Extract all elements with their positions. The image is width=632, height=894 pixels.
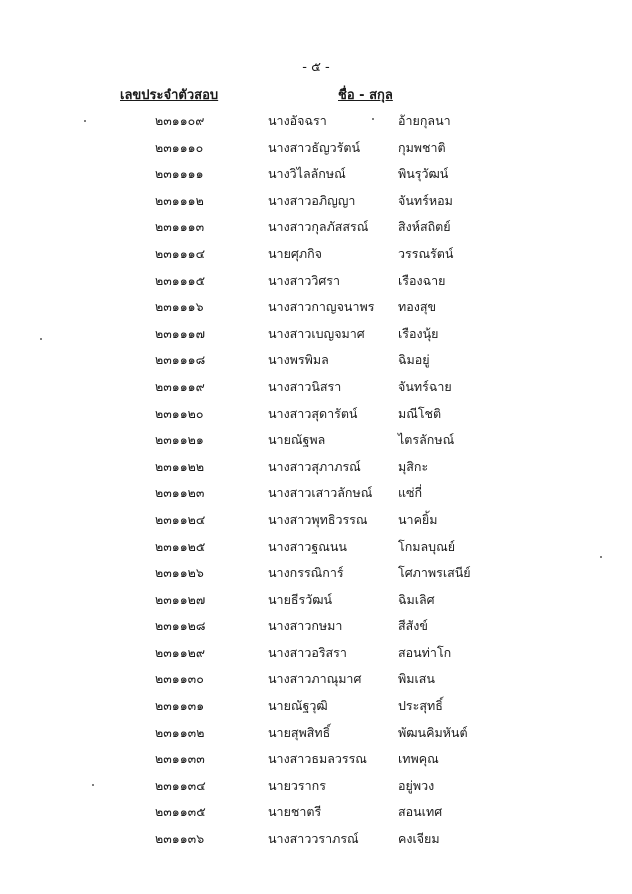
exam-id: ๒๓๑๑๒๕ bbox=[155, 538, 206, 554]
exam-id: ๒๓๑๑๑๘ bbox=[155, 352, 206, 368]
last-name: ทองสุข bbox=[398, 299, 437, 315]
exam-id: ๒๓๑๑๓๕ bbox=[155, 804, 206, 820]
last-name: ฉิมอยู่ bbox=[398, 352, 430, 368]
first-name: นางพรพิมล bbox=[268, 352, 329, 368]
table-row bbox=[0, 669, 632, 696]
exam-id: ๒๓๑๑๒๐ bbox=[155, 405, 204, 421]
exam-id: ๒๓๑๑๑๒ bbox=[155, 192, 204, 208]
first-name: นายธีรวัฒน์ bbox=[268, 591, 333, 607]
last-name: ฉิมเลิศ bbox=[398, 591, 435, 607]
last-name: สีสังข์ bbox=[398, 618, 428, 634]
last-name: จันทร์ฉาย bbox=[398, 378, 452, 394]
table-row bbox=[0, 297, 632, 324]
last-name: คงเจียม bbox=[398, 831, 440, 847]
table-row bbox=[0, 643, 632, 670]
table-row bbox=[0, 749, 632, 776]
exam-id: ๒๓๑๑๑๐ bbox=[155, 139, 204, 155]
last-name: พิมเสน bbox=[398, 671, 435, 687]
table-row bbox=[0, 217, 632, 244]
exam-id: ๒๓๑๑๒๒ bbox=[155, 458, 205, 474]
last-name: พินรุวัฒน์ bbox=[398, 166, 449, 182]
table-row bbox=[0, 350, 632, 377]
table-row bbox=[0, 829, 632, 856]
first-name: นางสาววราภรณ์ bbox=[268, 831, 359, 847]
table-row bbox=[0, 244, 632, 271]
table-row bbox=[0, 590, 632, 617]
exam-id: ๒๓๑๑๑๓ bbox=[155, 219, 205, 235]
table-row bbox=[0, 111, 632, 138]
first-name: นางสาวภาณุมาศ bbox=[268, 671, 362, 687]
first-name: นางสาวอภิญญา bbox=[268, 192, 356, 208]
table-row bbox=[0, 802, 632, 829]
first-name: นางสาวเบญจมาศ bbox=[268, 325, 365, 341]
last-name: ประสุทธิ์ bbox=[398, 698, 443, 714]
table-row bbox=[0, 324, 632, 351]
table-row bbox=[0, 377, 632, 404]
page-number: - ๕ - bbox=[302, 60, 330, 75]
first-name: นางวิไลลักษณ์ bbox=[268, 166, 346, 182]
last-name: กุมพชาติ bbox=[398, 139, 446, 155]
exam-id: ๒๓๑๑๓๑ bbox=[155, 698, 205, 714]
last-name: จันทร์หอม bbox=[398, 192, 453, 208]
last-name: โกมลบุณย์ bbox=[398, 538, 456, 554]
table-row bbox=[0, 191, 632, 218]
exam-id: ๒๓๑๑๒๑ bbox=[155, 432, 204, 448]
first-name: นายสุพสิทธิ์ bbox=[268, 724, 331, 740]
first-name: นางสาวสุภาภรณ์ bbox=[268, 458, 361, 474]
table-row bbox=[0, 404, 632, 431]
last-name: ไตรลักษณ์ bbox=[398, 432, 455, 448]
table-row bbox=[0, 723, 632, 750]
table-row bbox=[0, 510, 632, 537]
exam-id: ๒๓๑๑๑๑ bbox=[155, 166, 204, 182]
table-row bbox=[0, 616, 632, 643]
last-name: เรืองฉาย bbox=[398, 272, 446, 288]
header-exam-id: เลขประจำตัวสอบ bbox=[120, 88, 219, 103]
table-row bbox=[0, 457, 632, 484]
table-row bbox=[0, 776, 632, 803]
exam-id: ๒๓๑๑๑๔ bbox=[155, 245, 206, 261]
last-name: มุสิกะ bbox=[398, 458, 429, 474]
last-name: อยู่พวง bbox=[398, 777, 435, 793]
exam-id: ๒๓๑๑๒๗ bbox=[155, 591, 206, 607]
table-row bbox=[0, 430, 632, 457]
last-name: เทพคุณ bbox=[398, 751, 439, 767]
first-name: นางสาวกาญจนาพร bbox=[268, 299, 375, 315]
first-name: นายชาตรี bbox=[268, 804, 322, 820]
first-name: นางอัจฉรา bbox=[268, 113, 327, 128]
exam-id: ๒๓๑๑๓๒ bbox=[155, 724, 205, 740]
last-name: พัฒนคิมหันต์ bbox=[398, 724, 468, 740]
first-name: นางสาวกษมา bbox=[268, 618, 343, 634]
first-name: นางสาวพุทธิวรรณ bbox=[268, 511, 368, 527]
exam-id: ๒๓๑๑๒๓ bbox=[155, 485, 205, 501]
table-row bbox=[0, 563, 632, 590]
first-name: นางสาวกุลภัสสรณ์ bbox=[268, 219, 369, 235]
first-name: นายศุภกิจ bbox=[268, 245, 322, 261]
exam-id: ๒๓๑๑๓๔ bbox=[155, 777, 206, 793]
first-name: นางสาวนิสรา bbox=[268, 378, 342, 394]
table-row bbox=[0, 696, 632, 723]
exam-id: ๒๓๑๑๑๗ bbox=[155, 325, 205, 341]
last-name: เรืองนุ้ย bbox=[398, 325, 439, 341]
table-row bbox=[0, 138, 632, 165]
first-name: นางสาวธมลวรรณ bbox=[268, 751, 367, 767]
exam-id: ๒๓๑๑๑๖ bbox=[155, 299, 204, 315]
last-name: สอนเทศ bbox=[398, 804, 443, 820]
exam-id: ๒๓๑๑๑๙ bbox=[155, 378, 205, 394]
header-full-name: ชื่อ - สกุล bbox=[338, 88, 393, 103]
table-row bbox=[0, 537, 632, 564]
table-row bbox=[0, 164, 632, 191]
first-name: นายณัฐวุฒิ bbox=[268, 698, 328, 714]
first-name: นางสาววิศรา bbox=[268, 272, 341, 288]
exam-id: ๒๓๑๑๒๔ bbox=[155, 511, 206, 527]
first-name: นายณัฐพล bbox=[268, 432, 326, 448]
last-name: อ้ายกุลนา bbox=[398, 113, 451, 128]
exam-id: ๒๓๑๑๒๘ bbox=[155, 618, 206, 634]
exam-id: ๒๓๑๑๑๕ bbox=[155, 272, 206, 288]
table-row bbox=[0, 483, 632, 510]
first-name: นางสาวอริสรา bbox=[268, 644, 347, 660]
column-header bbox=[0, 84, 632, 104]
last-name: วรรณรัตน์ bbox=[398, 245, 454, 261]
first-name: นางสาวธัญวรัตน์ bbox=[268, 139, 361, 155]
exam-id: ๒๓๑๑๐๙ bbox=[155, 113, 205, 128]
first-name: นายวรากร bbox=[268, 777, 326, 793]
first-name: นางกรรณิการ์ bbox=[268, 565, 344, 581]
last-name: นาคยิ้ม bbox=[398, 511, 438, 527]
first-name: นางสาวสุดารัตน์ bbox=[268, 405, 358, 421]
table-row bbox=[0, 271, 632, 298]
exam-id: ๒๓๑๑๓๐ bbox=[155, 671, 204, 687]
first-name: นางสาวฐณนน bbox=[268, 538, 347, 554]
exam-id: ๒๓๑๑๒๙ bbox=[155, 644, 206, 660]
last-name: สิงห์สถิตย์ bbox=[398, 219, 451, 235]
last-name: แซ่กี่ bbox=[398, 485, 423, 501]
exam-id: ๒๓๑๑๒๖ bbox=[155, 565, 204, 581]
last-name: สอนท่าโก bbox=[398, 644, 452, 660]
candidate-list bbox=[0, 111, 632, 856]
last-name: โศภาพรเสนีย์ bbox=[398, 565, 471, 581]
last-name: มณีโชติ bbox=[398, 405, 442, 421]
first-name: นางสาวเสาวลักษณ์ bbox=[268, 485, 373, 501]
exam-id: ๒๓๑๑๓๖ bbox=[155, 831, 205, 847]
exam-id: ๒๓๑๑๓๓ bbox=[155, 751, 205, 767]
